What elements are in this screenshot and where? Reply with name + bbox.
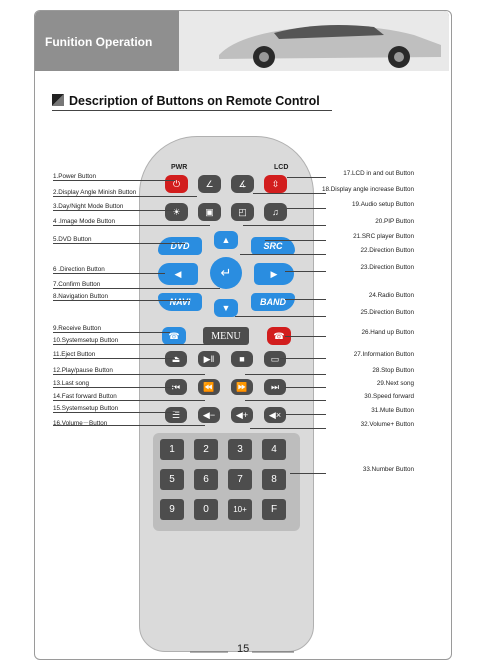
- callout-label: 21.SRC player Button: [353, 233, 414, 240]
- stop-button[interactable]: [231, 351, 253, 367]
- music-icon: ♫: [272, 207, 279, 217]
- callout-leader-line: [250, 428, 326, 429]
- callout-leader-line: [53, 344, 210, 345]
- right-button[interactable]: [254, 263, 294, 285]
- angle-minish-button[interactable]: [198, 175, 221, 193]
- pip-button[interactable]: [231, 203, 254, 221]
- callout-leader-line: [243, 225, 326, 226]
- callout-label: 10.Systemsetup Button: [53, 337, 119, 344]
- day-night-button[interactable]: [165, 203, 188, 221]
- callout-leader-line: [53, 300, 190, 301]
- arrow-left-icon: ◀: [174, 268, 182, 279]
- callout-label: 18.Display angle increase Button: [321, 186, 414, 193]
- header-banner: [35, 11, 449, 71]
- callout-label: 30.Speed forward: [364, 393, 414, 400]
- callout-leader-line: [285, 299, 326, 300]
- car-image: [179, 11, 449, 71]
- arrow-right-icon: ▶: [270, 268, 278, 279]
- dvd-button[interactable]: DVD: [158, 237, 202, 255]
- down-button[interactable]: [214, 299, 238, 317]
- callout-leader-line: [240, 254, 326, 255]
- callout-label: 5.DVD Button: [53, 236, 92, 243]
- callout-leader-line: [285, 387, 326, 388]
- callout-leader-line: [53, 288, 220, 289]
- callout-label: 22.Direction Button: [360, 247, 414, 254]
- volume-down-button[interactable]: [198, 407, 220, 423]
- information-button[interactable]: [264, 351, 286, 367]
- enter-icon: ↵: [220, 265, 232, 280]
- band-button[interactable]: BAND: [251, 293, 295, 311]
- callout-leader-line: [53, 425, 205, 426]
- play-pause-button[interactable]: [198, 351, 220, 367]
- callout-label: 2.Display Angle Minish Button: [53, 189, 137, 196]
- receive-button[interactable]: [162, 327, 186, 345]
- keypad-key[interactable]: 4: [262, 439, 286, 460]
- callout-label: 32.Volume+ Button: [360, 421, 414, 428]
- callout-leader-line: [53, 243, 185, 244]
- callout-label: 26.Hand up Button: [361, 329, 414, 336]
- callout-leader-line: [53, 400, 205, 401]
- system-setup-button[interactable]: [165, 407, 187, 423]
- eject-icon: ⏏: [171, 353, 181, 364]
- callout-leader-line: [53, 332, 170, 333]
- fast-forward-icon: ⏩: [236, 381, 248, 392]
- next-song-button[interactable]: [264, 379, 286, 395]
- section-mark-icon: [52, 94, 64, 106]
- callout-leader-line: [287, 177, 326, 178]
- callout-label: 20.PIP Button: [375, 218, 414, 225]
- keypad-key[interactable]: 8: [262, 469, 286, 490]
- pip-icon: ◰: [238, 206, 247, 217]
- callout-leader-line: [280, 358, 326, 359]
- image-icon: ▣: [205, 206, 214, 217]
- callout-label: 28.Stop Button: [372, 367, 414, 374]
- speed-forward-button[interactable]: [231, 379, 253, 395]
- keypad-key[interactable]: 9: [160, 499, 184, 520]
- page-number: 15: [237, 643, 250, 655]
- callout-label: 16.Volume－Button: [53, 420, 108, 427]
- image-mode-button[interactable]: [198, 203, 221, 221]
- next-icon: ⏭: [270, 381, 280, 392]
- callout-leader-line: [245, 400, 326, 401]
- settings-icon: ☰: [171, 409, 181, 420]
- callout-leader-line: [265, 240, 326, 241]
- keypad-key[interactable]: 5: [160, 469, 184, 490]
- callout-label: 31.Mute Button: [371, 407, 414, 414]
- keypad-key[interactable]: 7: [228, 469, 252, 490]
- callout-label: 3.Day/Night Mode Button: [53, 203, 124, 210]
- lcd-icon: ⇳: [271, 178, 280, 189]
- callout-leader-line: [245, 374, 326, 375]
- keypad-key[interactable]: 3: [228, 439, 252, 460]
- phone-hangup-icon: ☎: [273, 330, 285, 341]
- callout-leader-line: [53, 180, 175, 181]
- audio-setup-button[interactable]: [264, 203, 287, 221]
- header-title: Funition Operation: [45, 35, 153, 49]
- sun-icon: ☀: [172, 206, 181, 217]
- callout-label: 11.Eject Button: [53, 351, 96, 358]
- lcd-label: LCD: [274, 164, 289, 171]
- callout-leader-line: [53, 225, 210, 226]
- callout-leader-line: [290, 473, 326, 474]
- volume-down-icon: ◀−: [202, 409, 216, 420]
- phone-icon: ☎: [168, 330, 180, 341]
- section-title: Description of Buttons on Remote Control: [69, 94, 320, 108]
- callout-label: 8.Navigation Button: [53, 293, 108, 300]
- angle-minus-icon: ∠: [205, 178, 214, 189]
- power-button[interactable]: [165, 175, 188, 193]
- callout-leader-line: [53, 273, 165, 274]
- mute-button[interactable]: [264, 407, 286, 423]
- play-pause-icon: ▶‖: [203, 353, 215, 364]
- callout-label: 33.Number Button: [362, 466, 414, 473]
- callout-label: 12.Play/pause Button: [53, 367, 113, 374]
- callout-leader-line: [53, 358, 175, 359]
- section-heading: [52, 94, 320, 108]
- callout-leader-line: [53, 210, 175, 211]
- info-icon: ▭: [270, 353, 280, 364]
- callout-leader-line: [287, 208, 326, 209]
- callout-label: 17.LCD in and out Button: [343, 170, 414, 177]
- angle-plus-icon: ∡: [238, 178, 247, 189]
- callout-leader-line: [285, 271, 326, 272]
- navi-button[interactable]: NAVI: [158, 293, 202, 311]
- callout-label: 4 .Image Mode Button: [53, 218, 115, 225]
- pwr-label: PWR: [171, 164, 188, 171]
- mute-icon: ◀×: [268, 409, 282, 420]
- confirm-button[interactable]: [210, 257, 242, 289]
- callout-leader-line: [285, 414, 326, 415]
- previous-icon: ⏮: [171, 381, 181, 392]
- rewind-icon: ⏪: [203, 381, 215, 392]
- keypad-key[interactable]: F: [262, 499, 286, 520]
- power-icon: ⏻: [172, 178, 181, 189]
- callout-label: 15.Systemsetup Button: [53, 405, 119, 412]
- callout-label: 1.Power Button: [53, 173, 97, 180]
- callout-label: 13.Last song: [53, 380, 90, 387]
- callout-leader-line: [53, 374, 205, 375]
- callout-label: 23.Direction Button: [360, 264, 414, 271]
- up-button[interactable]: [214, 231, 238, 249]
- callout-label: 27.Information Button: [353, 351, 414, 358]
- keypad-key[interactable]: 10+: [228, 499, 252, 520]
- arrow-down-icon: ▼: [221, 303, 231, 313]
- keypad-key[interactable]: 6: [194, 469, 218, 490]
- callout-label: 6 .Direction Button: [53, 266, 105, 273]
- section-underline: [52, 110, 332, 111]
- fast-backward-button[interactable]: [198, 379, 220, 395]
- callout-leader-line: [53, 387, 175, 388]
- callout-leader-line: [285, 336, 326, 337]
- callout-leader-line: [53, 412, 175, 413]
- remote-control: [139, 136, 314, 652]
- callout-label: 29.Next song: [376, 380, 414, 387]
- callout-label: 9.Receive Button: [53, 325, 101, 332]
- keypad-key[interactable]: 0: [194, 499, 218, 520]
- volume-up-button[interactable]: [231, 407, 253, 423]
- angle-increase-button[interactable]: [231, 175, 254, 193]
- eject-button[interactable]: [165, 351, 187, 367]
- keypad-key[interactable]: 2: [194, 439, 218, 460]
- callout-label: 25.Direction Button: [360, 309, 414, 316]
- callout-label: 14.Fast forward Button: [53, 393, 117, 400]
- keypad-key[interactable]: 1: [160, 439, 184, 460]
- menu-button[interactable]: MENU: [203, 327, 249, 345]
- callout-label: 24.Radio Button: [368, 292, 414, 299]
- callout-leader-line: [253, 193, 326, 194]
- arrow-up-icon: ▲: [221, 235, 231, 245]
- left-button[interactable]: [158, 263, 198, 285]
- callout-leader-line: [235, 316, 326, 317]
- src-button[interactable]: SRC: [251, 237, 295, 255]
- lcd-button[interactable]: [264, 175, 287, 193]
- callout-label: 7.Confirm Button: [53, 281, 101, 288]
- callout-leader-line: [53, 196, 197, 197]
- callout-label: 19.Audio setup Button: [352, 201, 414, 208]
- stop-icon: ■: [239, 354, 245, 364]
- volume-up-icon: ◀+: [235, 409, 249, 420]
